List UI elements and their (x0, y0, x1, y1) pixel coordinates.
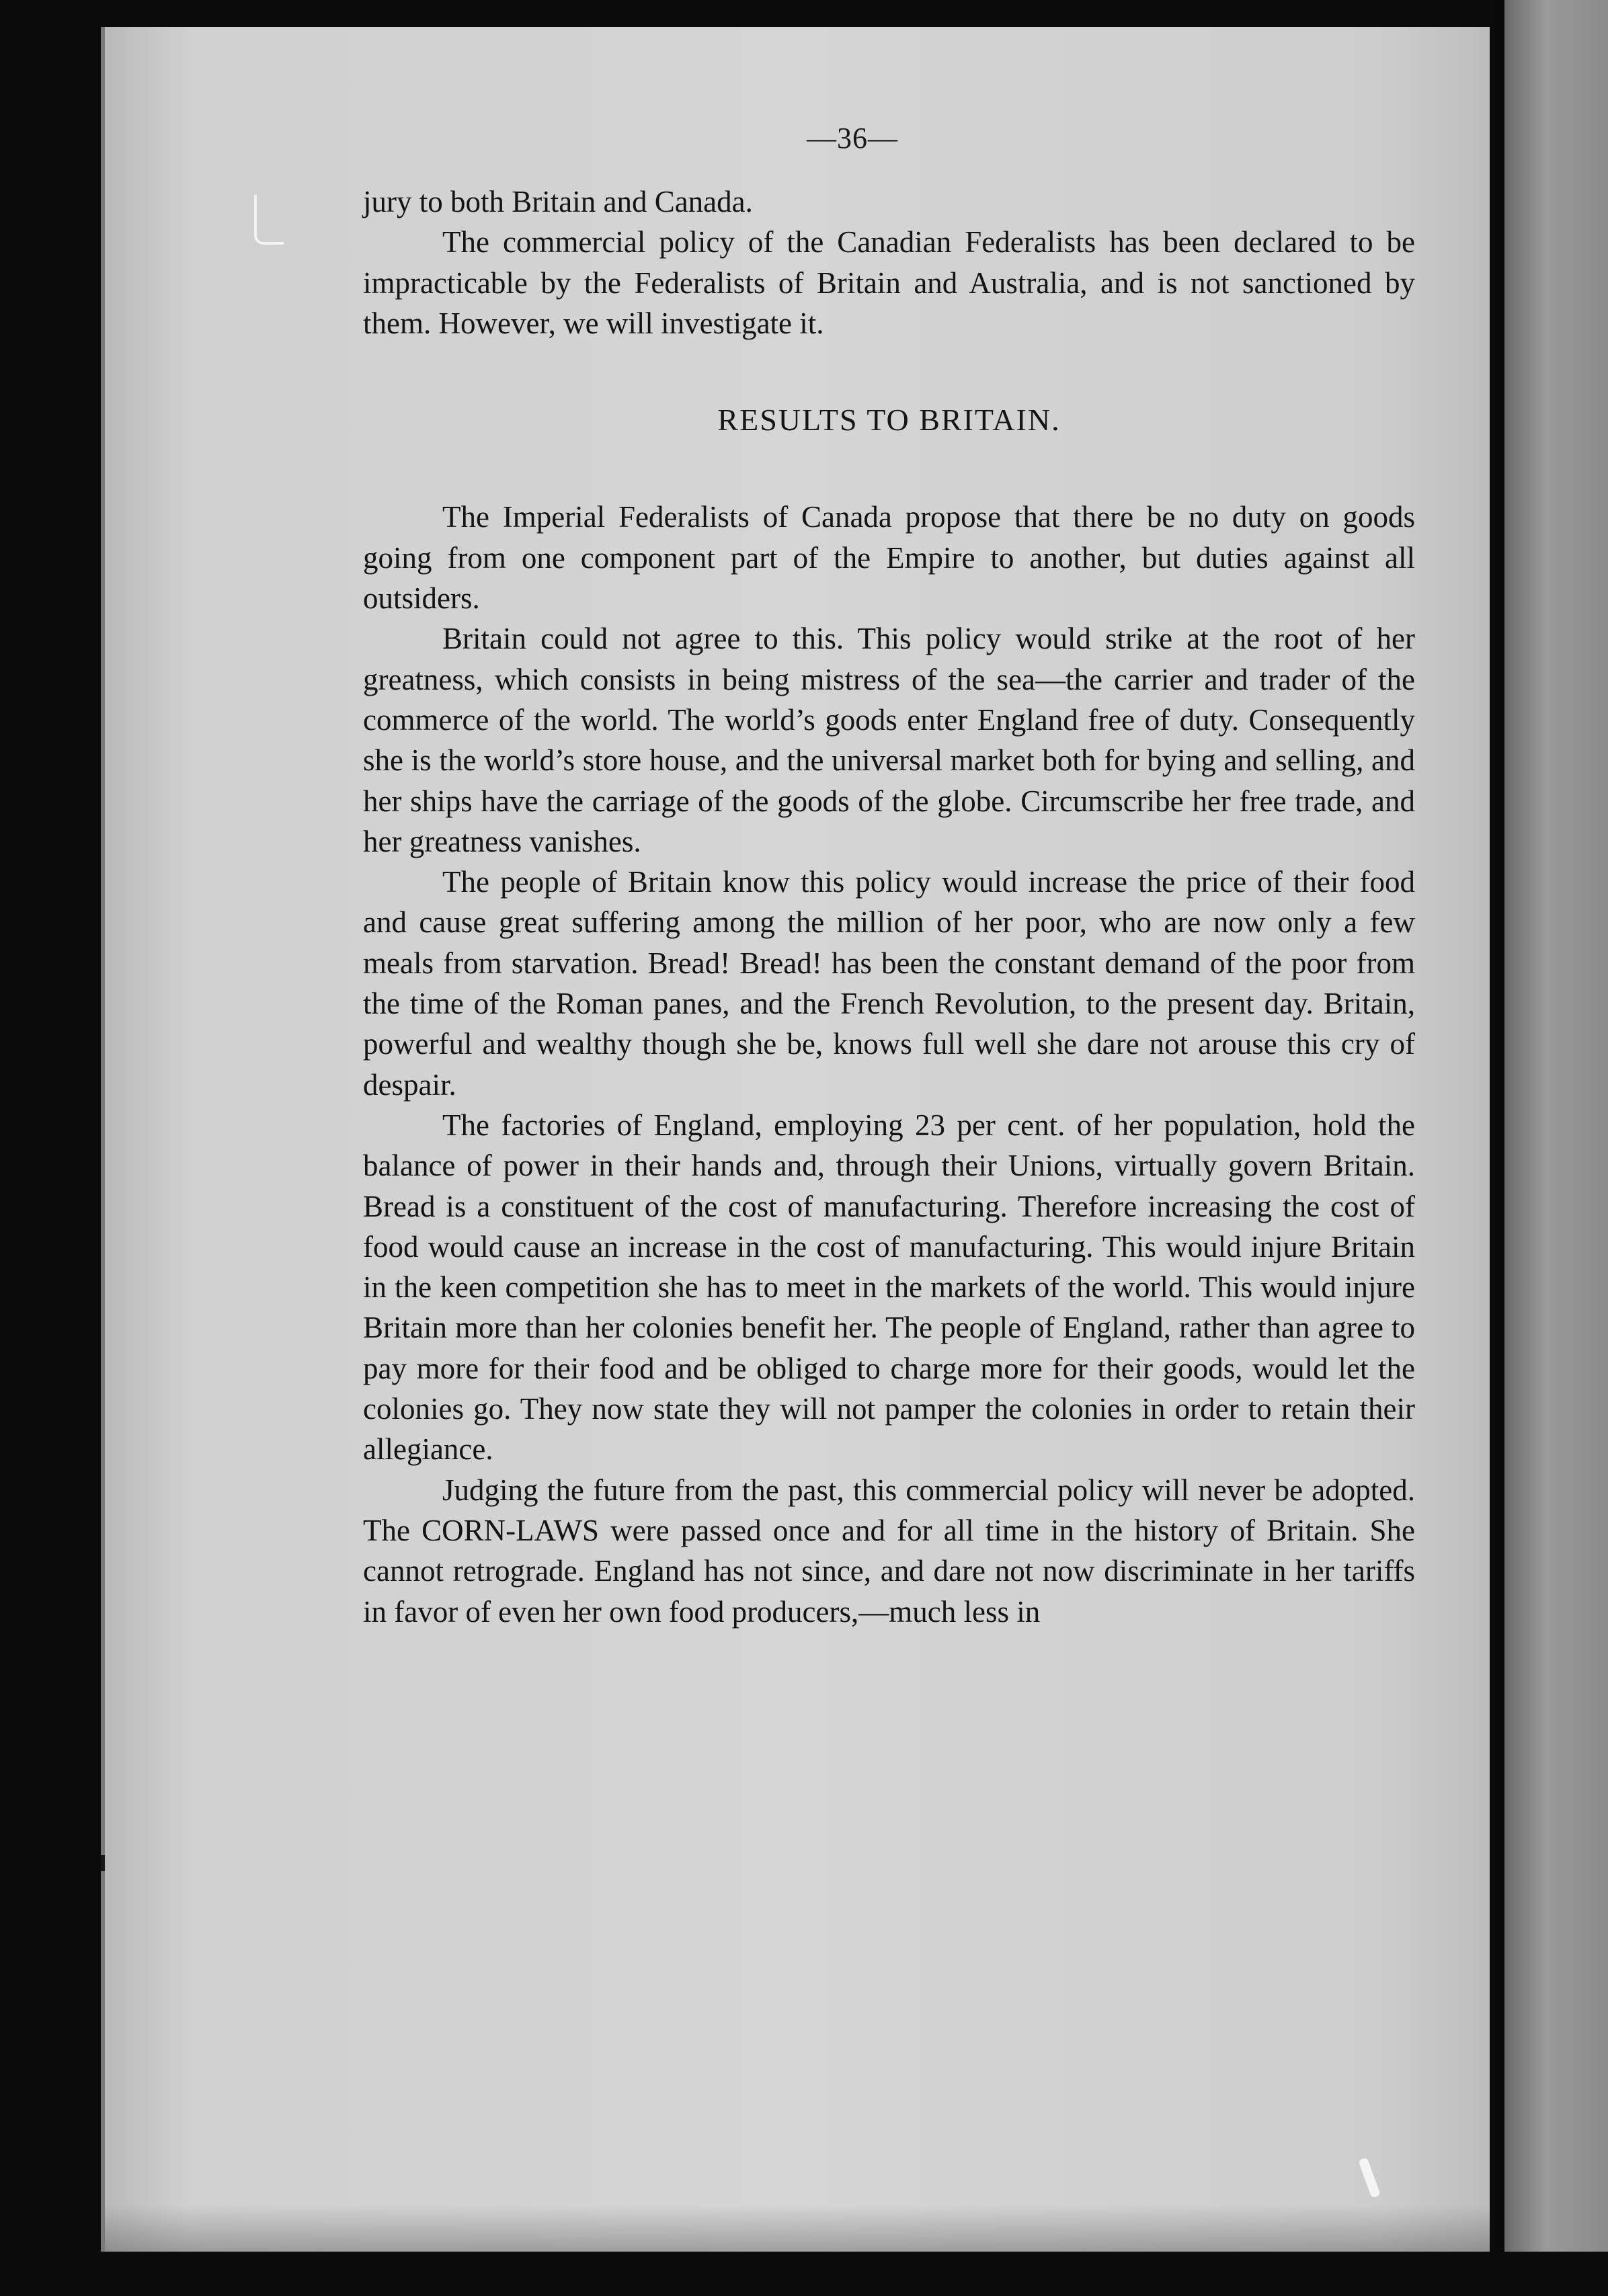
paragraph: The factories of England, employing 23 per cent. of her population, hold the balance of power in their hands and, through their Unions, virtually govern Britain. Bread is a constituent of the cost of manufacturing. Therefore increasing the cost of food would cause an increase in the cost of manufacturing. This would injure Britain in the keen competition she has to meet in the markets of the world. This would injure Britain more than her colonies benefit her. The people of England, rather than agree to pay more for their food and be obliged to charge more for their goods, would let the colonies go. They now state they will not pamper the colonies in order to retain their allegiance. (363, 1108, 1415, 1467)
section-heading: RESULTS TO BRITAIN. (717, 403, 1061, 438)
body-text (363, 181, 1415, 1632)
paragraph: jury to both Britain and Canada. (363, 185, 753, 218)
scan-artifact-mark (254, 195, 284, 245)
facing-page-strip (1504, 0, 1608, 2296)
bottom-scan-border (0, 2252, 1608, 2296)
scan-artifact-dot (101, 1855, 105, 1871)
paragraph: The Imperial Federalists of Canada propose that there be no duty on goods going from one component part of the Empire to another, but duties against all outsiders. (363, 500, 1415, 616)
paragraph: Britain could not agree to this. This policy would strike at the root of her greatness, which consists in being mistress of the sea—the carrier and trader of the commerce of the world. The world’s goods enter England free of duty. Consequently she is the world’s store house, and the universal market both for bying and selling, and her ships have the carriage of the goods of the globe. Circumscribe her free trade, and her greatness vanishes. (363, 622, 1415, 858)
page-number: —36— (807, 122, 898, 155)
page-edge-shadow (1491, 0, 1504, 2296)
paragraph: Judging the future from the past, this commercial policy will never be adopted. The CORN-LAWS were passed once and for all time in the history of Britain. She cannot retrograde. England has not since, and dare not now discriminate in her tariffs in favor of even her own food producers,—much less in (363, 1473, 1415, 1629)
paragraph: The people of Britain know this policy would increase the price of their food and cause great suffering among the million of her poor, who are now only a few meals from starvation. Bread! Bread! has been the constant demand of the poor from the time of the Roman panes, and the French Revolution, to the present day. Britain, powerful and wealthy though she be, knows full well she dare not arouse this cry of despair. (363, 865, 1415, 1102)
paragraph: The commercial policy of the Canadian Federalists has been declared to be impracticable by the Federalists of Britain and Australia, and is not sanctioned by them. However, we will investigate it. (363, 225, 1415, 340)
